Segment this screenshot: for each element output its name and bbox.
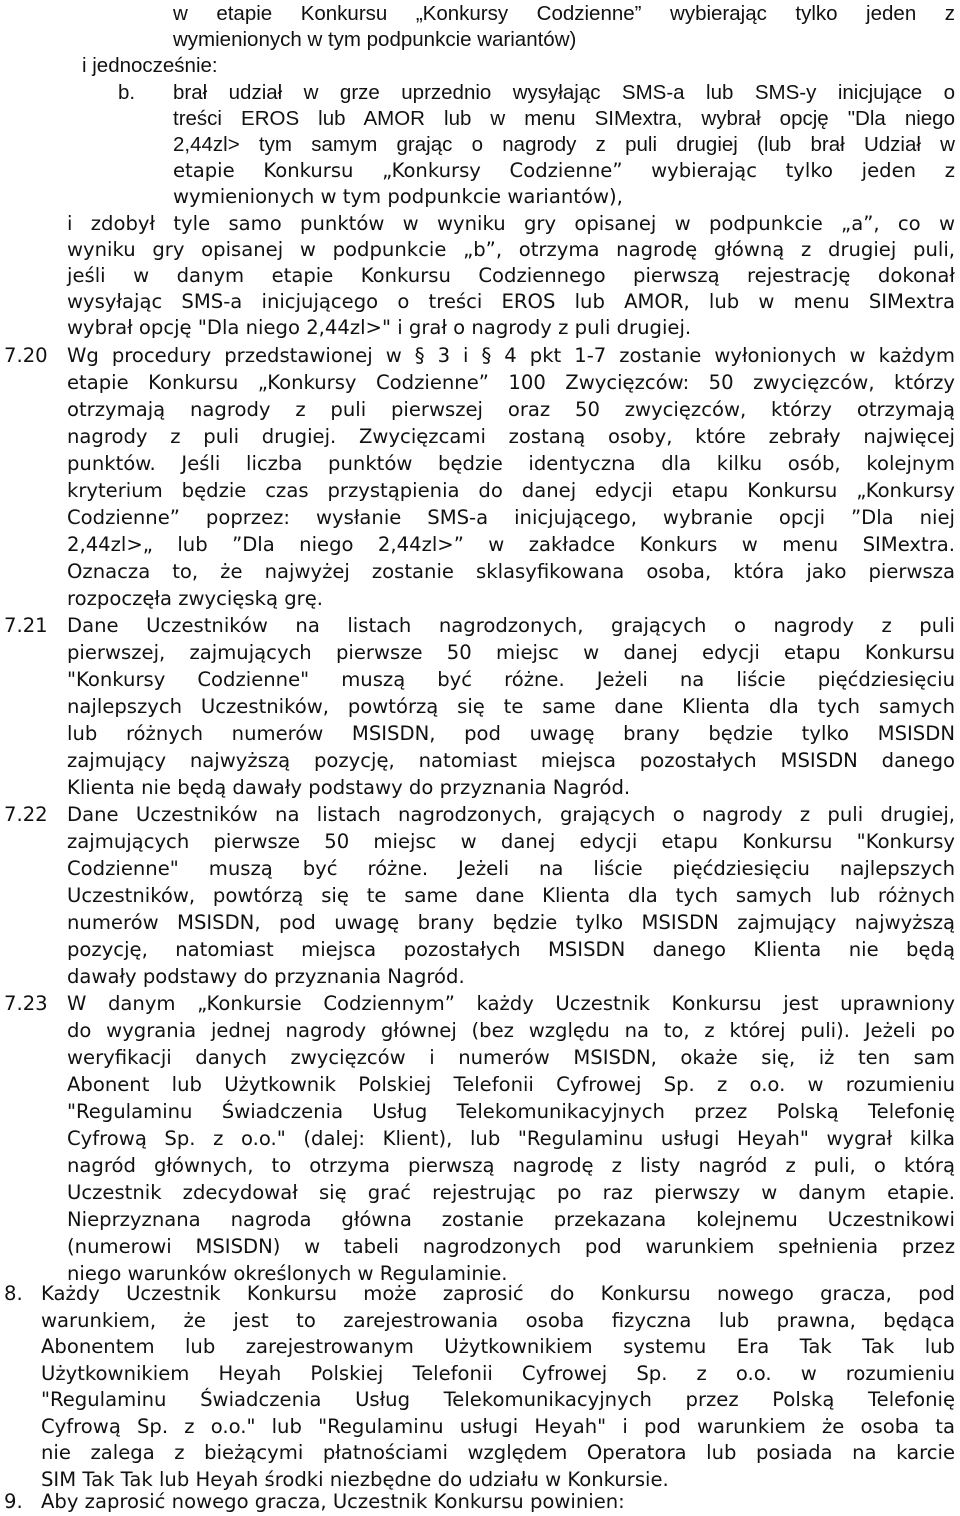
text-line: etapie Konkursu „Konkursy Codzienne” 100 Zwycięzców: 50 zwycięzców, którzy — [67, 371, 955, 394]
text-line: dawały podstawy do przyznania Nagród. — [67, 965, 465, 988]
text-line: zajmujących pierwsze 50 miejsc w danej edycji etapu Konkursu "Konkursy — [67, 830, 955, 853]
text-line: SIM Tak Tak lub Heyah środki niezbędne do udziału w Konkursie. — [41, 1467, 669, 1491]
text-line: Nieprzyznana nagroda główna zostanie przekazana kolejnemu Uczestnikowi — [67, 1208, 955, 1231]
text-line: Użytkownikiem Heyah Polskiej Telefonii Cyfrowej Sp. z o.o. w rozumieniu — [41, 1361, 955, 1385]
text-line: najlepszych Uczestników, powtórzą się te same dane Klienta dla tych samych — [67, 695, 955, 718]
text-line: wymienionych w tym podpunkcie wariantów) — [173, 28, 577, 51]
section-number: 8. — [4, 1282, 23, 1305]
text-line: nagrody z puli drugiej. Zwycięzcami zostaną osoby, które zebrały najwięcej — [67, 425, 955, 448]
text-line: Dane Uczestników na listach nagrodzonych, grających o nagrody z puli — [67, 614, 955, 637]
text-line: treści EROS lub AMOR lub w menu SIMextra, wybrał opcję "Dla niego — [173, 107, 955, 130]
text-line: weryfikacji danych zwycięzców i numerów MSISDN, okaże się, iż ten sam — [67, 1046, 955, 1069]
text-line: rozpoczęła zwycięską grę. — [67, 587, 323, 610]
text-line: brał udział w grze uprzednio wysyłając SMS-a lub SMS-y inicjujące o — [173, 81, 955, 104]
text-line: niego warunków określonych w Regulaminie. — [67, 1262, 508, 1285]
text-line: Cyfrową Sp. z o.o." lub "Regulaminu usługi Heyah" i pod warunkiem że osoba ta — [41, 1414, 955, 1438]
text-line: i jednocześnie: — [82, 54, 218, 77]
text-line: do wygrania jednej nagrody głównej (bez względu na to, z której puli). Jeżeli po — [67, 1019, 955, 1042]
text-line: warunkiem, że jest to zarejestrowania osoba fizyczna lub prawna, będąca — [41, 1308, 955, 1332]
section-number: 9. — [4, 1490, 23, 1513]
text-line: lub różnych numerów MSISDN, pod uwagę brany będzie tylko MSISDN — [67, 722, 955, 745]
section-number: 7.22 — [4, 803, 48, 826]
text-line: Oznacza to, że najwyżej zostanie sklasyfikowana osoba, która jako pierwsza — [67, 560, 955, 583]
text-line: (numerowi MSISDN) w tabeli nagrodzonych pod warunkiem spełnienia przez — [67, 1235, 955, 1258]
text-line: wymienionych w tym podpunkcie wariantów), — [173, 185, 623, 208]
text-line: Dane Uczestników na listach nagrodzonych, grających o nagrody z puli drugiej, — [67, 803, 955, 826]
section-number: 7.20 — [4, 344, 48, 367]
text-line: Abonent lub Użytkownik Polskiej Telefonii Cyfrowej Sp. z o.o. w rozumieniu — [67, 1073, 955, 1096]
section-number: 7.23 — [4, 992, 48, 1015]
text-line: numerów MSISDN, pod uwagę brany będzie tylko MSISDN zajmujący najwyższą — [67, 911, 955, 934]
text-line: "Regulaminu Świadczenia Usług Telekomunikacyjnych przez Polską Telefonię — [41, 1388, 955, 1411]
text-line: zajmujący najwyższą pozycję, natomiast miejsca pozostałych MSISDN danego — [67, 749, 955, 772]
text-line: pozycję, natomiast miejsca pozostałych MSISDN danego Klienta nie będą — [67, 938, 955, 961]
text-line: "Konkursy Codzienne" muszą być różne. Jeżeli na liście pięćdziesięciu — [67, 668, 955, 691]
text-line: w etapie Konkursu „Konkursy Codzienne” wybierając tylko jeden z — [173, 2, 955, 25]
text-line: kryterium będzie czas przystąpienia do danej edycji etapu Konkursu „Konkursy — [67, 479, 955, 502]
text-line: wysyłając SMS-a inicjującego o treści EROS lub AMOR, lub w menu SIMextra — [67, 290, 955, 313]
text-line: Abonentem lub zarejestrowanym Użytkownikiem systemu Era Tak Tak lub — [41, 1335, 955, 1358]
text-line: otrzymają nagrody z puli pierwszej oraz 50 zwycięzców, którzy otrzymają — [67, 398, 955, 421]
item-marker: b. — [118, 81, 136, 104]
text-line: 2,44zl>„ lub ”Dla niego 2,44zl>” w zakładce Konkurs w menu SIMextra. — [67, 533, 955, 556]
text-line: Aby zaprosić nowego gracza, Uczestnik Konkursu powinien: — [41, 1490, 625, 1513]
text-line: "Regulaminu Świadczenia Usług Telekomunikacyjnych przez Polską Telefonię — [67, 1100, 955, 1123]
text-line: Uczestnik zdecydował się grać rejestrując po raz pierwszy w danym etapie. — [67, 1181, 955, 1204]
text-line: i zdobył tyle samo punktów w wyniku gry opisanej w podpunkcie „a”, co w — [67, 212, 955, 235]
text-line: punktów. Jeśli liczba punktów będzie identyczna dla kilku osób, kolejnym — [67, 452, 955, 475]
section-number: 7.21 — [4, 614, 48, 637]
text-line: nie zalega z bieżącymi płatnościami względem Operatora lub posiada na karcie — [41, 1441, 955, 1464]
text-line: Klienta nie będą dawały podstawy do przyznania Nagród. — [67, 776, 631, 799]
text-line: etapie Konkursu „Konkursy Codzienne” wybierając tylko jeden z — [173, 159, 955, 182]
text-line: Codzienne” poprzez: wysłanie SMS-a inicjującego, wybranie opcji ”Dla niej — [67, 506, 955, 529]
text-line: W danym „Konkursie Codziennym” każdy Uczestnik Konkursu jest uprawniony — [67, 992, 955, 1015]
text-line: wyniku gry opisanej w podpunkcie „b”, otrzyma nagrodę główną z drugiej puli, — [67, 238, 955, 261]
text-line: Wg procedury przedstawionej w § 3 i § 4 pkt 1-7 zostanie wyłonionych w każdym — [67, 344, 955, 367]
text-line: Codzienne" muszą być różne. Jeżeli na liście pięćdziesięciu najlepszych — [67, 857, 955, 880]
text-line: jeśli w danym etapie Konkursu Codziennego pierwszą rejestrację dokonał — [67, 264, 955, 287]
text-line: Uczestników, powtórzą się te same dane Klienta dla tych samych lub różnych — [67, 884, 955, 907]
text-line: nagród głównych, to otrzyma pierwszą nagrodę z listy nagród z puli, o którą — [67, 1154, 955, 1177]
text-line: Każdy Uczestnik Konkursu może zaprosić do Konkursu nowego gracza, pod — [41, 1282, 955, 1305]
text-line: Cyfrową Sp. z o.o." (dalej: Klient), lub "Regulaminu usługi Heyah" wygrał kilka — [67, 1127, 955, 1150]
text-line: wybrał opcję "Dla niego 2,44zl>" i grał o nagrody z puli drugiej. — [67, 316, 692, 339]
text-line: 2,44zl> tym samym grając o nagrody z puli drugiej (lub brał Udział w — [173, 133, 955, 156]
text-line: pierwszej, zajmujących pierwsze 50 miejsc w danej edycji etapu Konkursu — [67, 641, 955, 664]
